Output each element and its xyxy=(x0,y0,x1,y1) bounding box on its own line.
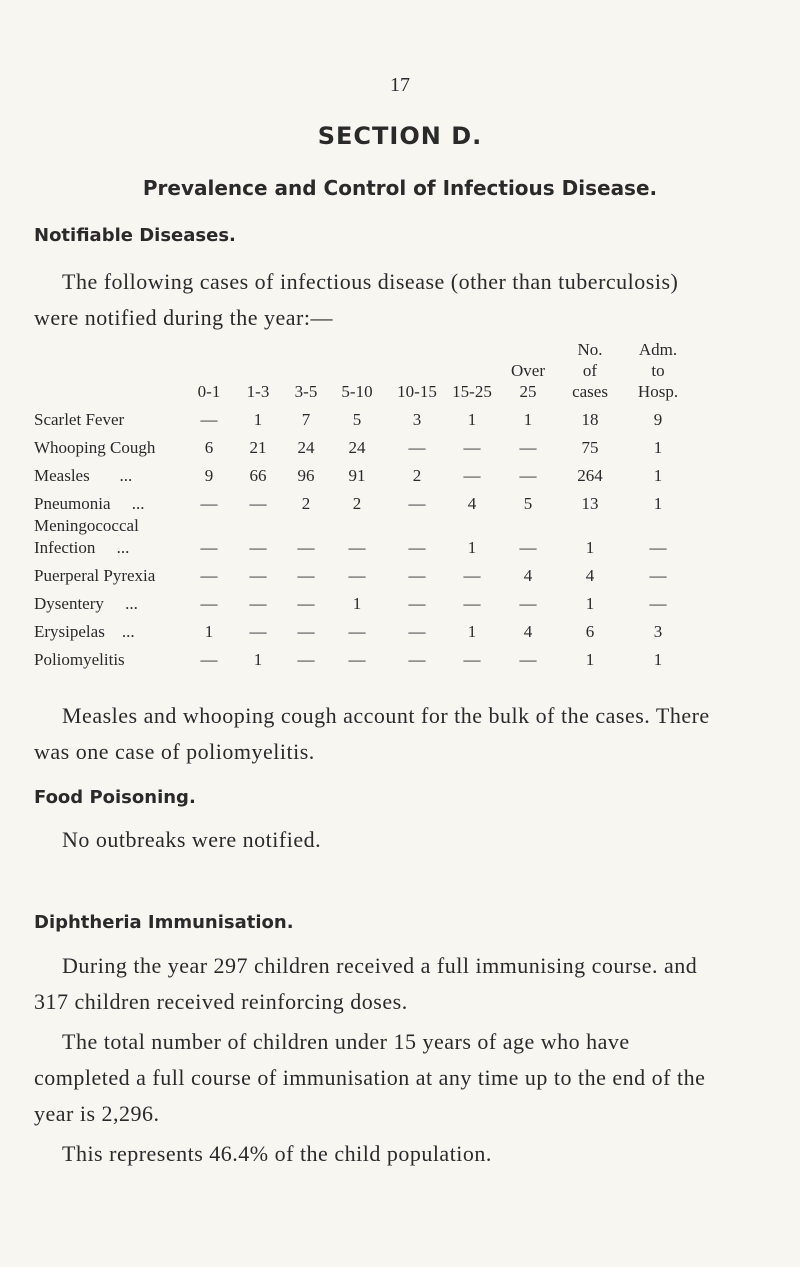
table-cell: 1 xyxy=(585,538,595,557)
table-cell: 1 xyxy=(653,466,663,485)
table-cell: 13 xyxy=(581,494,599,513)
table-cell: 7 xyxy=(301,410,311,429)
column-header: cases xyxy=(572,382,608,401)
table-row-label: Whooping Cough xyxy=(34,438,156,457)
table-row-label: Pneumonia ... xyxy=(34,494,145,513)
table-cell: 1 xyxy=(467,410,477,429)
table-cell: — xyxy=(649,594,667,613)
table-cell: — xyxy=(649,538,667,557)
table-cell: — xyxy=(297,650,315,669)
section-title: SECTION D. xyxy=(317,122,483,150)
table-cell: — xyxy=(348,650,366,669)
column-header: of xyxy=(582,361,598,380)
table-row-label: Measles ... xyxy=(34,466,133,485)
table-row-label: Infection ... xyxy=(34,538,130,557)
table-cell: — xyxy=(463,466,481,485)
table-cell: 66 xyxy=(249,466,267,485)
table-summary xyxy=(34,698,724,770)
table-cell: — xyxy=(408,538,426,557)
column-header: 5-10 xyxy=(341,382,373,401)
table-cell: 2 xyxy=(301,494,311,513)
diphtheria-heading: Diphtheria Immunisation. xyxy=(34,912,294,933)
table-cell: — xyxy=(348,566,366,585)
table-cell: 6 xyxy=(585,622,595,641)
table-cell: — xyxy=(408,594,426,613)
table-cell: — xyxy=(200,494,218,513)
table-cell: 1 xyxy=(653,650,663,669)
table-cell: — xyxy=(463,438,481,457)
table-cell: 4 xyxy=(467,494,477,513)
table-cell: — xyxy=(463,650,481,669)
table-cell: — xyxy=(519,438,537,457)
table-cell: 4 xyxy=(523,622,533,641)
table-cell: 1 xyxy=(523,410,533,429)
table-cell: 91 xyxy=(348,466,366,485)
table-cell: 264 xyxy=(577,466,603,485)
table-cell: — xyxy=(519,538,537,557)
column-header: 3-5 xyxy=(294,382,318,401)
table-row-label: Poliomyelitis xyxy=(34,650,125,669)
table-cell: 6 xyxy=(204,438,214,457)
table-cell: 21 xyxy=(249,438,267,457)
diphtheria-p1-text: During the year 297 children received a full immunising course. and 317 children received reinforcing doses. xyxy=(34,953,698,1014)
table-row-label: Meningococcal xyxy=(34,516,139,535)
table-cell: 1 xyxy=(352,594,362,613)
table-cell: 5 xyxy=(523,494,533,513)
table-cell: — xyxy=(408,566,426,585)
table-cell: 1 xyxy=(204,622,214,641)
column-header: Over xyxy=(511,361,545,380)
main-title: Prevalence and Control of Infectious Disease. xyxy=(142,176,658,200)
table-cell: — xyxy=(200,566,218,585)
table-cell: — xyxy=(200,650,218,669)
table-cell: 2 xyxy=(352,494,362,513)
table-cell: — xyxy=(297,594,315,613)
diphtheria-p3 xyxy=(34,1136,724,1172)
table-cell: — xyxy=(463,566,481,585)
table-cell: — xyxy=(649,566,667,585)
table-cell: — xyxy=(463,594,481,613)
diphtheria-p3-text: This represents 46.4% of the child population. xyxy=(62,1141,492,1166)
table-cell: 1 xyxy=(253,650,263,669)
table-cell: 9 xyxy=(653,410,663,429)
table-cell: — xyxy=(408,438,426,457)
table-cell: — xyxy=(249,622,267,641)
table-cell: — xyxy=(249,566,267,585)
table-cell: — xyxy=(249,594,267,613)
table-cell: 1 xyxy=(253,410,263,429)
table-cell: 18 xyxy=(581,410,599,429)
table-cell: 9 xyxy=(204,466,214,485)
table-cell: 75 xyxy=(581,438,599,457)
summary-text: Measles and whooping cough account for the bulk of the cases. There was one case of poliomyelitis. xyxy=(34,703,710,764)
food-heading: Food Poisoning. xyxy=(34,787,196,808)
table-cell: 24 xyxy=(348,438,366,457)
table-cell: — xyxy=(348,622,366,641)
table-row-label: Erysipelas ... xyxy=(34,622,135,641)
column-header: No. xyxy=(577,340,603,359)
table-cell: 4 xyxy=(523,566,533,585)
page-number: 17 xyxy=(390,74,410,96)
table-cell: 24 xyxy=(297,438,315,457)
table-cell: — xyxy=(297,622,315,641)
table-cell: — xyxy=(297,566,315,585)
column-header: 25 xyxy=(519,382,537,401)
column-header: to xyxy=(651,361,665,380)
table-cell: 1 xyxy=(653,494,663,513)
column-header: 10-15 xyxy=(397,382,437,401)
table-cell: — xyxy=(297,538,315,557)
table-cell: 96 xyxy=(297,466,315,485)
table-cell: 1 xyxy=(467,622,477,641)
table-cell: 1 xyxy=(653,438,663,457)
food-body: No outbreaks were notified. xyxy=(62,827,322,852)
table-cell: — xyxy=(200,538,218,557)
table-cell: — xyxy=(408,494,426,513)
notifiable-heading: Notifiable Diseases. xyxy=(34,225,236,246)
table-row-label: Puerperal Pyrexia xyxy=(34,566,156,585)
column-header: 1-3 xyxy=(246,382,270,401)
table-cell: 1 xyxy=(467,538,477,557)
table-cell: — xyxy=(348,538,366,557)
table-cell: — xyxy=(519,594,537,613)
table-cell: 4 xyxy=(585,566,595,585)
table-cell: — xyxy=(249,494,267,513)
table-cell: — xyxy=(408,622,426,641)
table-cell: 1 xyxy=(585,650,595,669)
column-header: Adm. xyxy=(638,340,678,359)
table-cell: — xyxy=(249,538,267,557)
table-row-label: Dysentery ... xyxy=(34,594,138,613)
table-cell: — xyxy=(408,650,426,669)
column-header: 15-25 xyxy=(452,382,492,401)
table-cell: — xyxy=(519,650,537,669)
table-cell: — xyxy=(200,410,218,429)
table-cell: — xyxy=(519,466,537,485)
column-header: Hosp. xyxy=(637,382,679,401)
table-row-label: Scarlet Fever xyxy=(34,410,125,429)
table-cell: 1 xyxy=(585,594,595,613)
table-cell: 2 xyxy=(412,466,422,485)
column-header: 0-1 xyxy=(197,382,221,401)
diphtheria-p2-text: The total number of children under 15 years of age who have completed a full course of immunisation at any time up to the end of the year is 2,296. xyxy=(34,1029,706,1126)
table-cell: — xyxy=(200,594,218,613)
food-text xyxy=(34,822,724,858)
diphtheria-p1 xyxy=(34,948,724,1020)
table-cell: 3 xyxy=(653,622,663,641)
intro-text: The following cases of infectious disease (other than tuberculosis) were notified during the year:— xyxy=(34,269,679,330)
diphtheria-p2 xyxy=(34,1024,724,1132)
table-cell: 5 xyxy=(352,410,362,429)
table-cell: 3 xyxy=(412,410,422,429)
notifiable-intro xyxy=(34,264,724,336)
